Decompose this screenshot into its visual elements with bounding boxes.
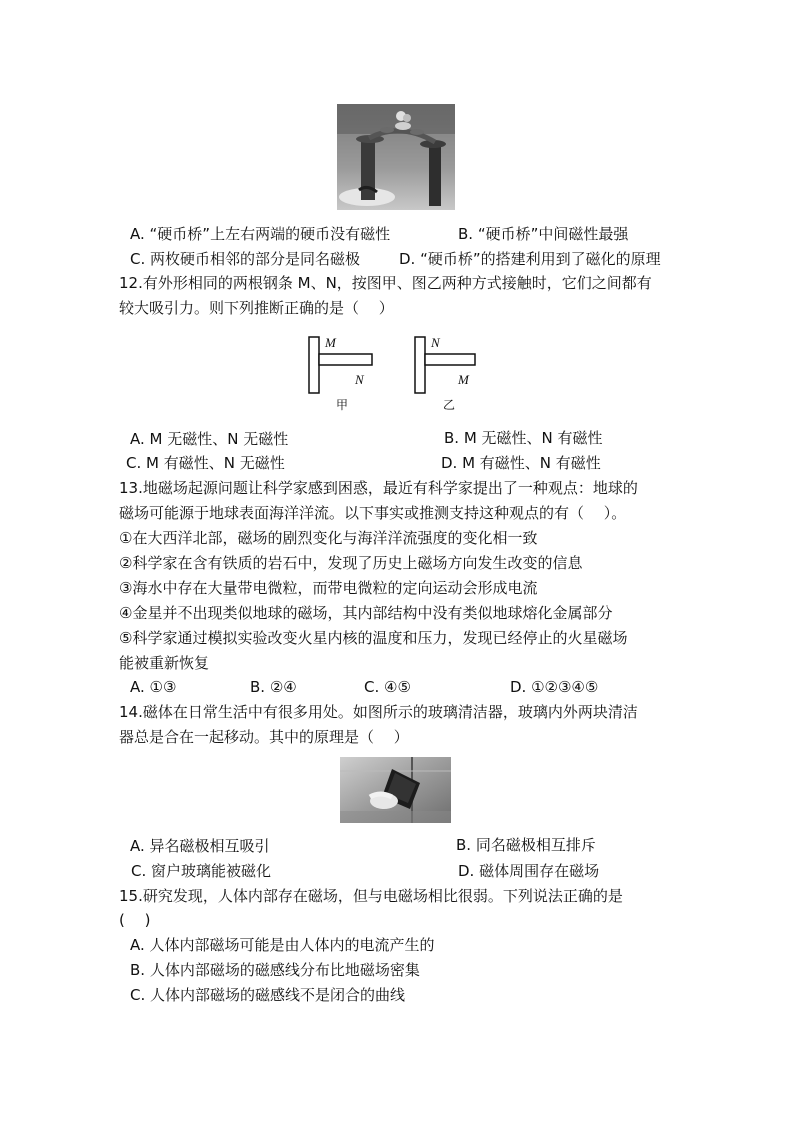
figure-jia-label-n: N	[355, 372, 364, 387]
coin-bridge-photo	[337, 104, 455, 210]
q13-statement-5b: 能被重新恢复	[119, 654, 210, 672]
q15-option-c: C. 人体内部磁场的磁感线不是闭合的曲线	[130, 986, 406, 1004]
q13-statement-3: ③海水中存在大量带电微粒，而带电微粒的定向运动会形成电流	[119, 579, 538, 597]
q11-option-d: D. “硬币桥”的搭建利用到了磁化的原理	[399, 250, 661, 268]
q15-stem-line2: ( )	[119, 911, 151, 929]
q15-option-a: A. 人体内部磁场可能是由人体内的电流产生的	[130, 936, 435, 954]
q12-option-d: D. M 有磁性、N 有磁性	[441, 454, 601, 472]
figure-jia-label-m: M	[325, 335, 336, 350]
q14-option-c: C. 窗户玻璃能被磁化	[131, 862, 272, 880]
q15-stem-line1: 15.研究发现，人体内部存在磁场，但与电磁场相比很弱。下列说法正确的是	[119, 887, 623, 905]
q13-statement-4: ④金星并不出现类似地球的磁场，其内部结构中没有类似地球熔化金属部分	[119, 604, 613, 622]
q13-statement-2: ②科学家在含有铁质的岩石中，发现了历史上磁场方向发生改变的信息	[119, 554, 583, 572]
q11-option-b: B. “硬币桥”中间磁性最强	[458, 225, 629, 243]
q13-stem-line2: 磁场可能源于地球表面海洋洋流。以下事实或推测支持这种观点的有（ ）。	[119, 504, 627, 522]
q14-stem-line2: 器总是合在一起移动。其中的原理是（ ）	[119, 728, 409, 746]
figure-yi-caption: 乙	[443, 398, 456, 412]
figure-yi-label-m: M	[458, 372, 469, 387]
figure-jia	[306, 334, 386, 414]
q13-statement-5a: ⑤科学家通过模拟实验改变火星内核的温度和压力，发现已经停止的火星磁场	[119, 629, 628, 647]
q13-option-b: B. ②④	[250, 678, 297, 696]
figure-jia-caption: 甲	[336, 398, 349, 412]
q14-option-a: A. 异名磁极相互吸引	[130, 837, 270, 855]
glass-cleaner-photo	[340, 757, 451, 823]
q13-statement-1: ①在大西洋北部，磁场的剧烈变化与海洋洋流强度的变化相一致	[119, 529, 538, 547]
q11-option-a: A. “硬币桥”上左右两端的硬币没有磁性	[130, 225, 391, 243]
q14-stem-line1: 14.磁体在日常生活中有很多用处。如图所示的玻璃清洁器，玻璃内外两块清洁	[119, 703, 638, 721]
q11-option-c: C. 两枚硬币相邻的部分是同名磁极	[130, 250, 361, 268]
q12-option-b: B. M 无磁性、N 有磁性	[444, 429, 603, 447]
q12-stem-line2: 较大吸引力。则下列推断正确的是（ ）	[119, 299, 394, 317]
q14-option-d: D. 磁体周围存在磁场	[458, 862, 600, 880]
q12-option-a: A. M 无磁性、N 无磁性	[130, 430, 289, 448]
q12-option-c: C. M 有磁性、N 无磁性	[126, 454, 285, 472]
q15-option-b: B. 人体内部磁场的磁感线分布比地磁场密集	[130, 961, 420, 979]
q14-option-b: B. 同名磁极相互排斥	[456, 836, 596, 854]
q13-option-a: A. ①③	[130, 678, 177, 696]
q13-option-d: D. ①②③④⑤	[510, 678, 599, 696]
figure-yi-label-n: N	[431, 335, 440, 350]
q12-stem-line1: 12.有外形相同的两根钢条 M、N，按图甲、图乙两种方式接触时，它们之间都有	[119, 274, 652, 292]
q13-stem-line1: 13.地磁场起源问题让科学家感到困惑，最近有科学家提出了一种观点：地球的	[119, 479, 638, 497]
figure-yi	[412, 334, 492, 414]
q13-option-c: C. ④⑤	[364, 678, 411, 696]
